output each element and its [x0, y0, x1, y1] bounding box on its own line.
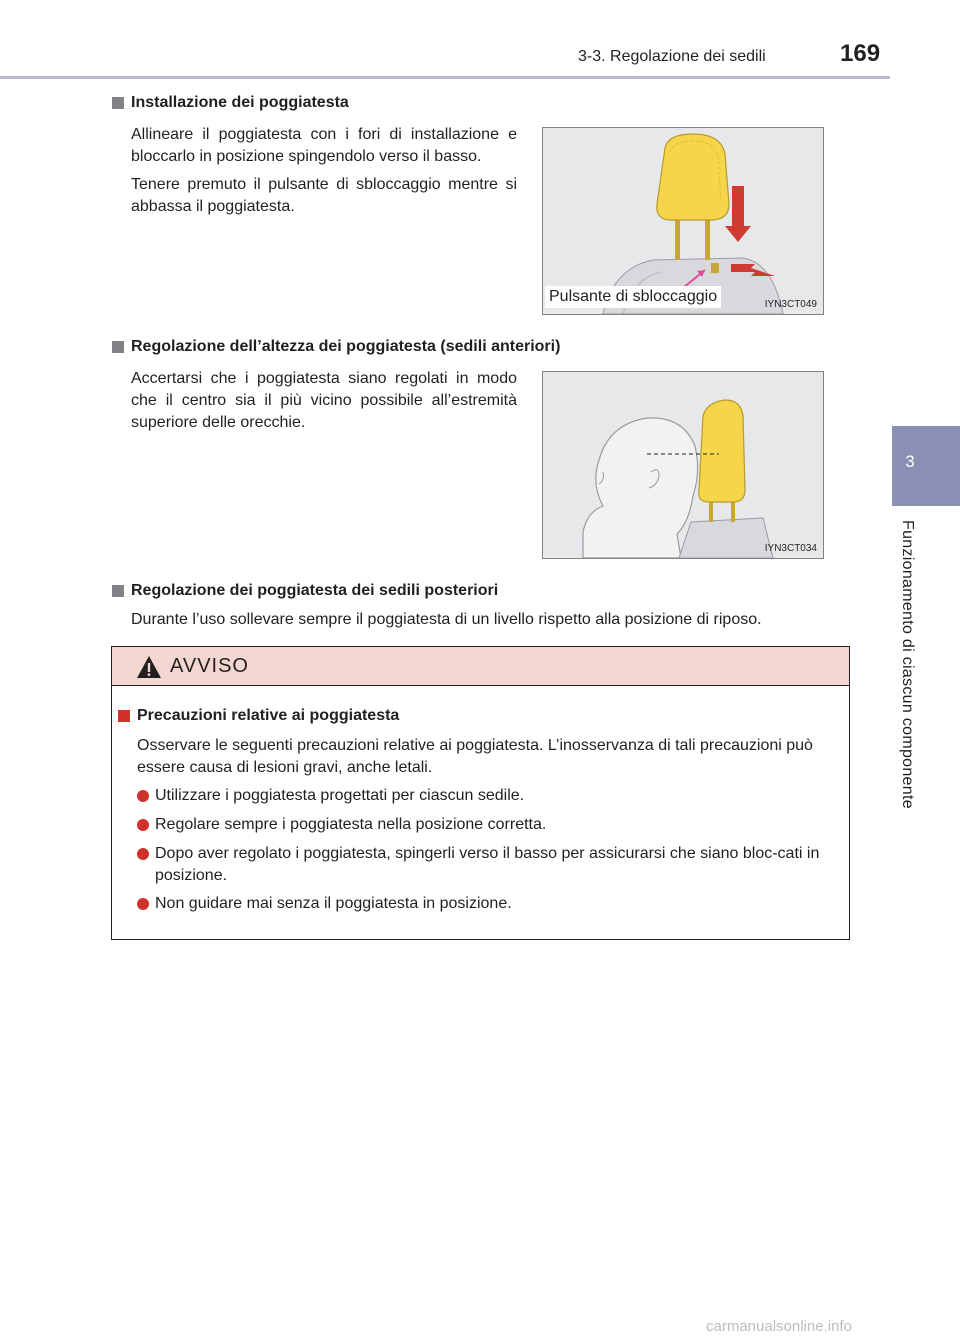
page-number: 169: [840, 40, 881, 67]
bullet-text: Regolare sempre i poggiatesta nella posizione corretta.: [155, 816, 547, 833]
section-title: 3-3. Regolazione dei sedili: [578, 48, 766, 65]
warning-subheading: [118, 707, 399, 725]
heading-text: Regolazione dell’altezza dei poggiatesta (sedili anteriori): [131, 338, 561, 355]
warning-bullet: [137, 843, 842, 887]
bullet-text: Non guidare mai senza il poggiatesta in posizione.: [155, 895, 512, 912]
watermark: carmanualsonline.info: [706, 1318, 852, 1335]
paragraph: Durante l’uso sollevare sempre il poggiatesta di un livello rispetto alla posizione di riposo.: [131, 611, 762, 628]
warning-triangle-icon: [136, 655, 162, 679]
square-bullet-icon: [112, 585, 124, 597]
bullet-dot-icon: [137, 898, 149, 910]
bullet-text: Utilizzare i poggiatesta progettati per ciascun sedile.: [155, 787, 525, 804]
section-heading-rear: [112, 582, 498, 600]
head-headrest-illustration: [543, 372, 823, 558]
warning-intro: Osservare le seguenti precauzioni relative ai poggiatesta. L’inosservanza di tali precauzioni può essere causa di lesioni gravi, anche letali.: [137, 737, 813, 776]
figure-headrest-height: [542, 371, 824, 559]
heading-text: Regolazione dei poggiatesta dei sedili posteriori: [131, 582, 499, 599]
chapter-title: Funzionamento di ciascun componente: [899, 520, 916, 809]
square-bullet-icon: [112, 341, 124, 353]
warning-title: AVVISO: [170, 655, 249, 677]
paragraph: Tenere premuto il pulsante di sbloccaggio mentre si abbassa il poggiatesta.: [131, 176, 517, 215]
warning-header: [112, 647, 849, 686]
figure-label-release-button: Pulsante di sbloccaggio: [545, 286, 721, 308]
figure-code: IYN3CT049: [764, 299, 817, 310]
figure-headrest-installation: [542, 127, 824, 315]
bullet-text: Dopo aver regolato i poggiatesta, spingerli verso il basso per assicurarsi che siano bloc-cati in posizione.: [155, 845, 820, 884]
warning-bullet: [137, 814, 842, 836]
section-heading-front-height: [112, 338, 560, 356]
header-rule: [0, 76, 890, 79]
bullet-dot-icon: [137, 790, 149, 802]
warning-box: [111, 646, 850, 940]
paragraph: Allineare il poggiatesta con i fori di installazione e bloccarlo in posizione spingendolo verso il basso.: [131, 126, 517, 165]
paragraph: Accertarsi che i poggiatesta siano regolati in modo che il centro sia il più vicino possibile all’estremità superiore delle orecchie.: [131, 370, 517, 431]
subheading-text: Precauzioni relative ai poggiatesta: [137, 707, 400, 724]
warning-bullet: [137, 785, 842, 807]
heading-text: Installazione dei poggiatesta: [131, 94, 349, 111]
chapter-tab: [892, 426, 960, 506]
chapter-number: 3: [905, 452, 915, 471]
warning-bullet: [137, 893, 842, 915]
figure-code: IYN3CT034: [764, 543, 817, 554]
square-bullet-icon: [118, 710, 130, 722]
section-heading-installation: [112, 94, 349, 112]
square-bullet-icon: [112, 97, 124, 109]
bullet-dot-icon: [137, 848, 149, 860]
bullet-dot-icon: [137, 819, 149, 831]
